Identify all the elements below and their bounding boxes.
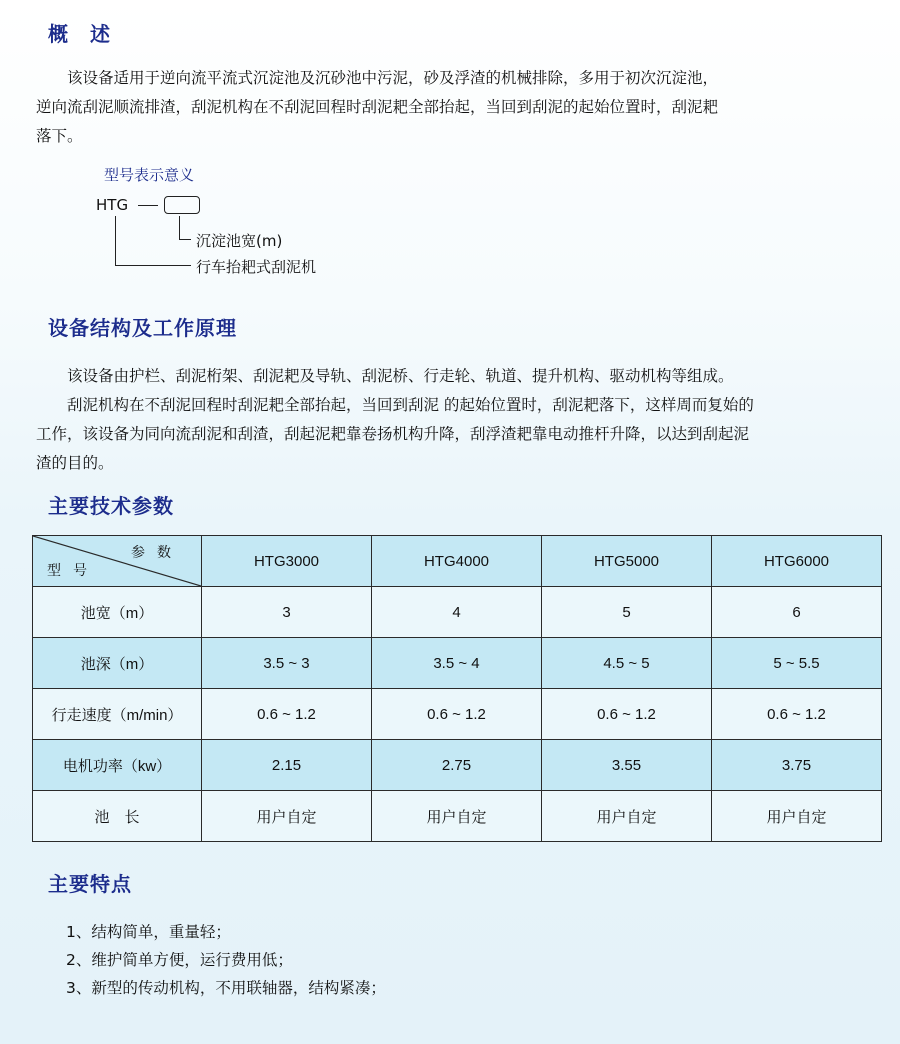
model-desc-type: 行车抬耙式刮泥机 xyxy=(196,258,317,276)
overview-line-1: 该设备适用于逆向流平流式沉淀池及沉砂池中污泥，砂及浮渣的机械排除，多用于初次沉淀池， xyxy=(67,69,719,87)
structure-text xyxy=(36,362,886,478)
table-cell: 用户自定 xyxy=(542,791,712,842)
table-row xyxy=(33,638,882,689)
model-header: HTG3000 xyxy=(202,536,372,587)
model-connector xyxy=(115,216,116,265)
table-cell: 2.15 xyxy=(202,740,372,791)
features-title: 主要特点 xyxy=(48,872,132,896)
table-cell: 4 xyxy=(372,587,542,638)
table-cell: 3 xyxy=(202,587,372,638)
table-cell: 用户自定 xyxy=(372,791,542,842)
table-cell: 0.6 ~ 1.2 xyxy=(202,689,372,740)
list-item: 2、维护简单方便，运行费用低； xyxy=(66,951,293,969)
table-row xyxy=(33,587,882,638)
structure-p2-line-1: 刮泥机构在不刮泥回程时刮泥耙全部抬起，当回到刮泥 的起始位置时，刮泥耙落下，这样周而复始的 xyxy=(67,396,754,414)
table-cell: 6 xyxy=(712,587,882,638)
table-corner-cell xyxy=(33,536,202,587)
model-placeholder-box xyxy=(164,196,200,214)
model-desc-width: 沉淀池宽(m) xyxy=(196,232,283,250)
list-item: 3、新型的传动机构，不用联轴器，结构紧凑； xyxy=(66,979,386,997)
table-row xyxy=(33,740,882,791)
structure-p1: 该设备由护栏、刮泥桁架、刮泥耙及导轨、刮泥桥、行走轮、轨道、提升机构、驱动机构等组成。 xyxy=(67,367,734,385)
model-dash xyxy=(138,205,158,206)
overview-title: 概 述 xyxy=(48,22,111,46)
structure-title: 设备结构及工作原理 xyxy=(48,316,237,340)
model-header: HTG5000 xyxy=(542,536,712,587)
table-cell: 0.6 ~ 1.2 xyxy=(712,689,882,740)
row-label: 池宽（m） xyxy=(33,587,202,638)
tech-params-title: 主要技术参数 xyxy=(48,494,174,518)
params-table xyxy=(32,535,882,842)
model-code: HTG xyxy=(96,196,129,214)
table-cell: 5 xyxy=(542,587,712,638)
table-row xyxy=(33,689,882,740)
structure-p2-line-2: 工作，该设备为同向流刮泥和刮渣，刮起泥耙靠卷扬机构升降，刮浮渣耙靠电动推杆升降，以达到刮起泥 xyxy=(36,425,750,443)
table-row xyxy=(33,791,882,842)
table-cell: 0.6 ~ 1.2 xyxy=(372,689,542,740)
corner-model-label: 型号 xyxy=(47,562,99,578)
table-header-row xyxy=(33,536,882,587)
model-header: HTG6000 xyxy=(712,536,882,587)
corner-param-label: 参数 xyxy=(131,544,183,560)
table-cell: 3.75 xyxy=(712,740,882,791)
table-cell: 2.75 xyxy=(372,740,542,791)
features-list xyxy=(66,918,386,1002)
table-cell: 5 ~ 5.5 xyxy=(712,638,882,689)
table-cell: 用户自定 xyxy=(202,791,372,842)
model-connector xyxy=(179,239,191,240)
structure-p2-line-3: 渣的目的。 xyxy=(36,454,114,472)
model-connector xyxy=(115,265,191,266)
overview-text xyxy=(36,64,886,151)
overview-line-2: 逆向流刮泥顺流排渣，刮泥机构在不刮泥回程时刮泥耙全部抬起，当回到刮泥的起始位置时，刮泥耙 xyxy=(36,98,719,116)
model-diagram xyxy=(96,160,416,280)
row-label: 行走速度（m/min） xyxy=(33,689,202,740)
table-cell: 3.55 xyxy=(542,740,712,791)
table-cell: 用户自定 xyxy=(712,791,882,842)
row-label: 电机功率（kw） xyxy=(33,740,202,791)
table-cell: 0.6 ~ 1.2 xyxy=(542,689,712,740)
model-caption: 型号表示意义 xyxy=(104,166,195,184)
overview-line-3: 落下。 xyxy=(36,127,83,145)
table-cell: 4.5 ~ 5 xyxy=(542,638,712,689)
table-cell: 3.5 ~ 4 xyxy=(372,638,542,689)
model-header: HTG4000 xyxy=(372,536,542,587)
row-label: 池 长 xyxy=(33,791,202,842)
list-item: 1、结构简单，重量轻； xyxy=(66,923,231,941)
row-label: 池深（m） xyxy=(33,638,202,689)
table-cell: 3.5 ~ 3 xyxy=(202,638,372,689)
model-connector xyxy=(179,216,180,239)
